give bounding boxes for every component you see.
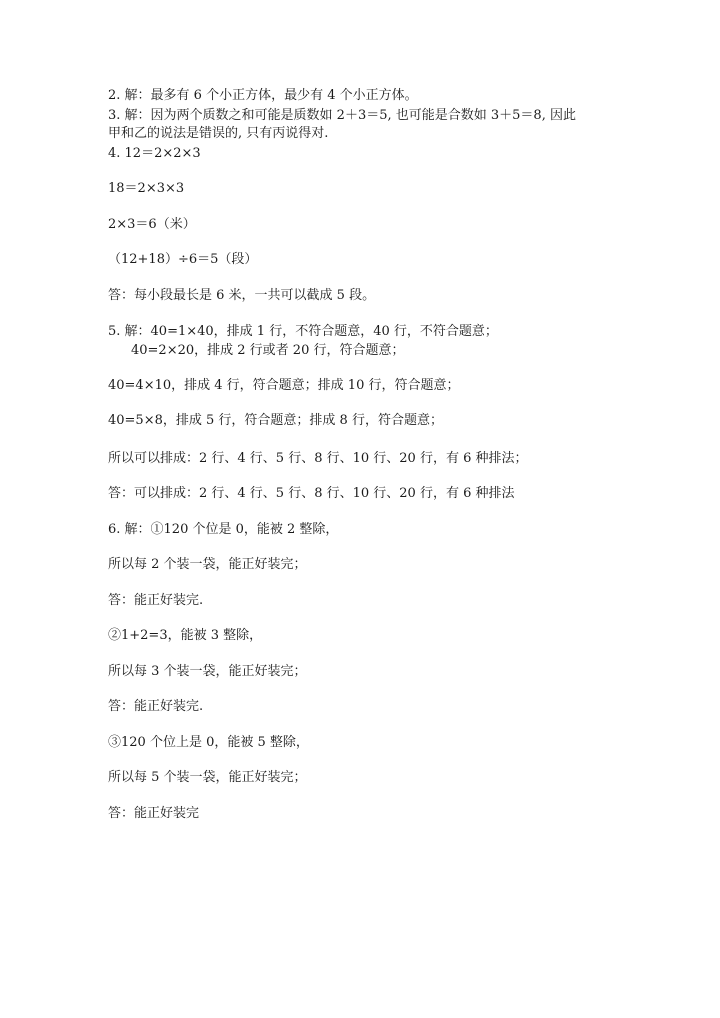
answer-4-factor-18: 18＝2×3×3 [108,181,185,196]
answer-4-conclusion: 答：每小段最长是 6 米，一共可以截成 5 段。 [108,288,376,303]
answer-5-conclusion: 答：可以排成：2 行、4 行、5 行、8 行、10 行、20 行，有 6 种排法 [108,486,515,501]
answer-6-part-1-answer: 答：能正好装完. [108,593,204,608]
answer-5-line-4: 40=5×8，排成 5 行，符合题意；排成 8 行，符合题意； [108,413,443,428]
answer-6-part-2: ②1+2=3，能被 3 整除， [108,628,263,643]
answer-6-part-1: 6. 解：①120 个位是 0，能被 2 整除， [108,522,339,537]
answer-6-part-3-reason: 所以每 5 个装一袋，能正好装完； [108,770,307,785]
answer-6-part-3-answer: 答：能正好装完 [108,806,200,821]
answer-6-part-3: ③120 个位上是 0，能被 5 整除， [108,735,309,750]
answer-4-gcd: 2×3＝6（米） [108,217,196,232]
answer-5-line-3: 40=4×10，排成 4 行，符合题意；排成 10 行，符合题意； [108,378,460,393]
answer-2-line: 2. 解：最多有 6 个小正方体，最少有 4 个小正方体。 [108,88,418,103]
answer-3-line-1: 3. 解：因为两个质数之和可能是质数如 2＋3＝5, 也可能是合数如 3＋5＝8, 因此 [108,108,576,123]
answer-5-line-2: 40=2×20，排成 2 行或者 20 行，符合题意； [131,343,405,358]
answer-4-segments: （12+18）÷6＝5（段） [108,252,258,267]
answer-5-line-1: 5. 解：40=1×40，排成 1 行，不符合题意，40 行，不符合题意； [108,324,498,339]
answer-6-part-1-reason: 所以每 2 个装一袋，能正好装完； [108,557,307,572]
answer-5-summary: 所以可以排成：2 行、4 行、5 行、8 行、10 行、20 行，有 6 种排法； [108,451,528,466]
answer-3-line-2: 甲和乙的说法是错误的, 只有丙说得对. [108,126,329,141]
answer-6-part-2-answer: 答：能正好装完. [108,699,204,714]
answer-4-factor-12: 4. 12＝2×2×3 [108,146,201,161]
answer-6-part-2-reason: 所以每 3 个装一袋，能正好装完； [108,664,307,679]
